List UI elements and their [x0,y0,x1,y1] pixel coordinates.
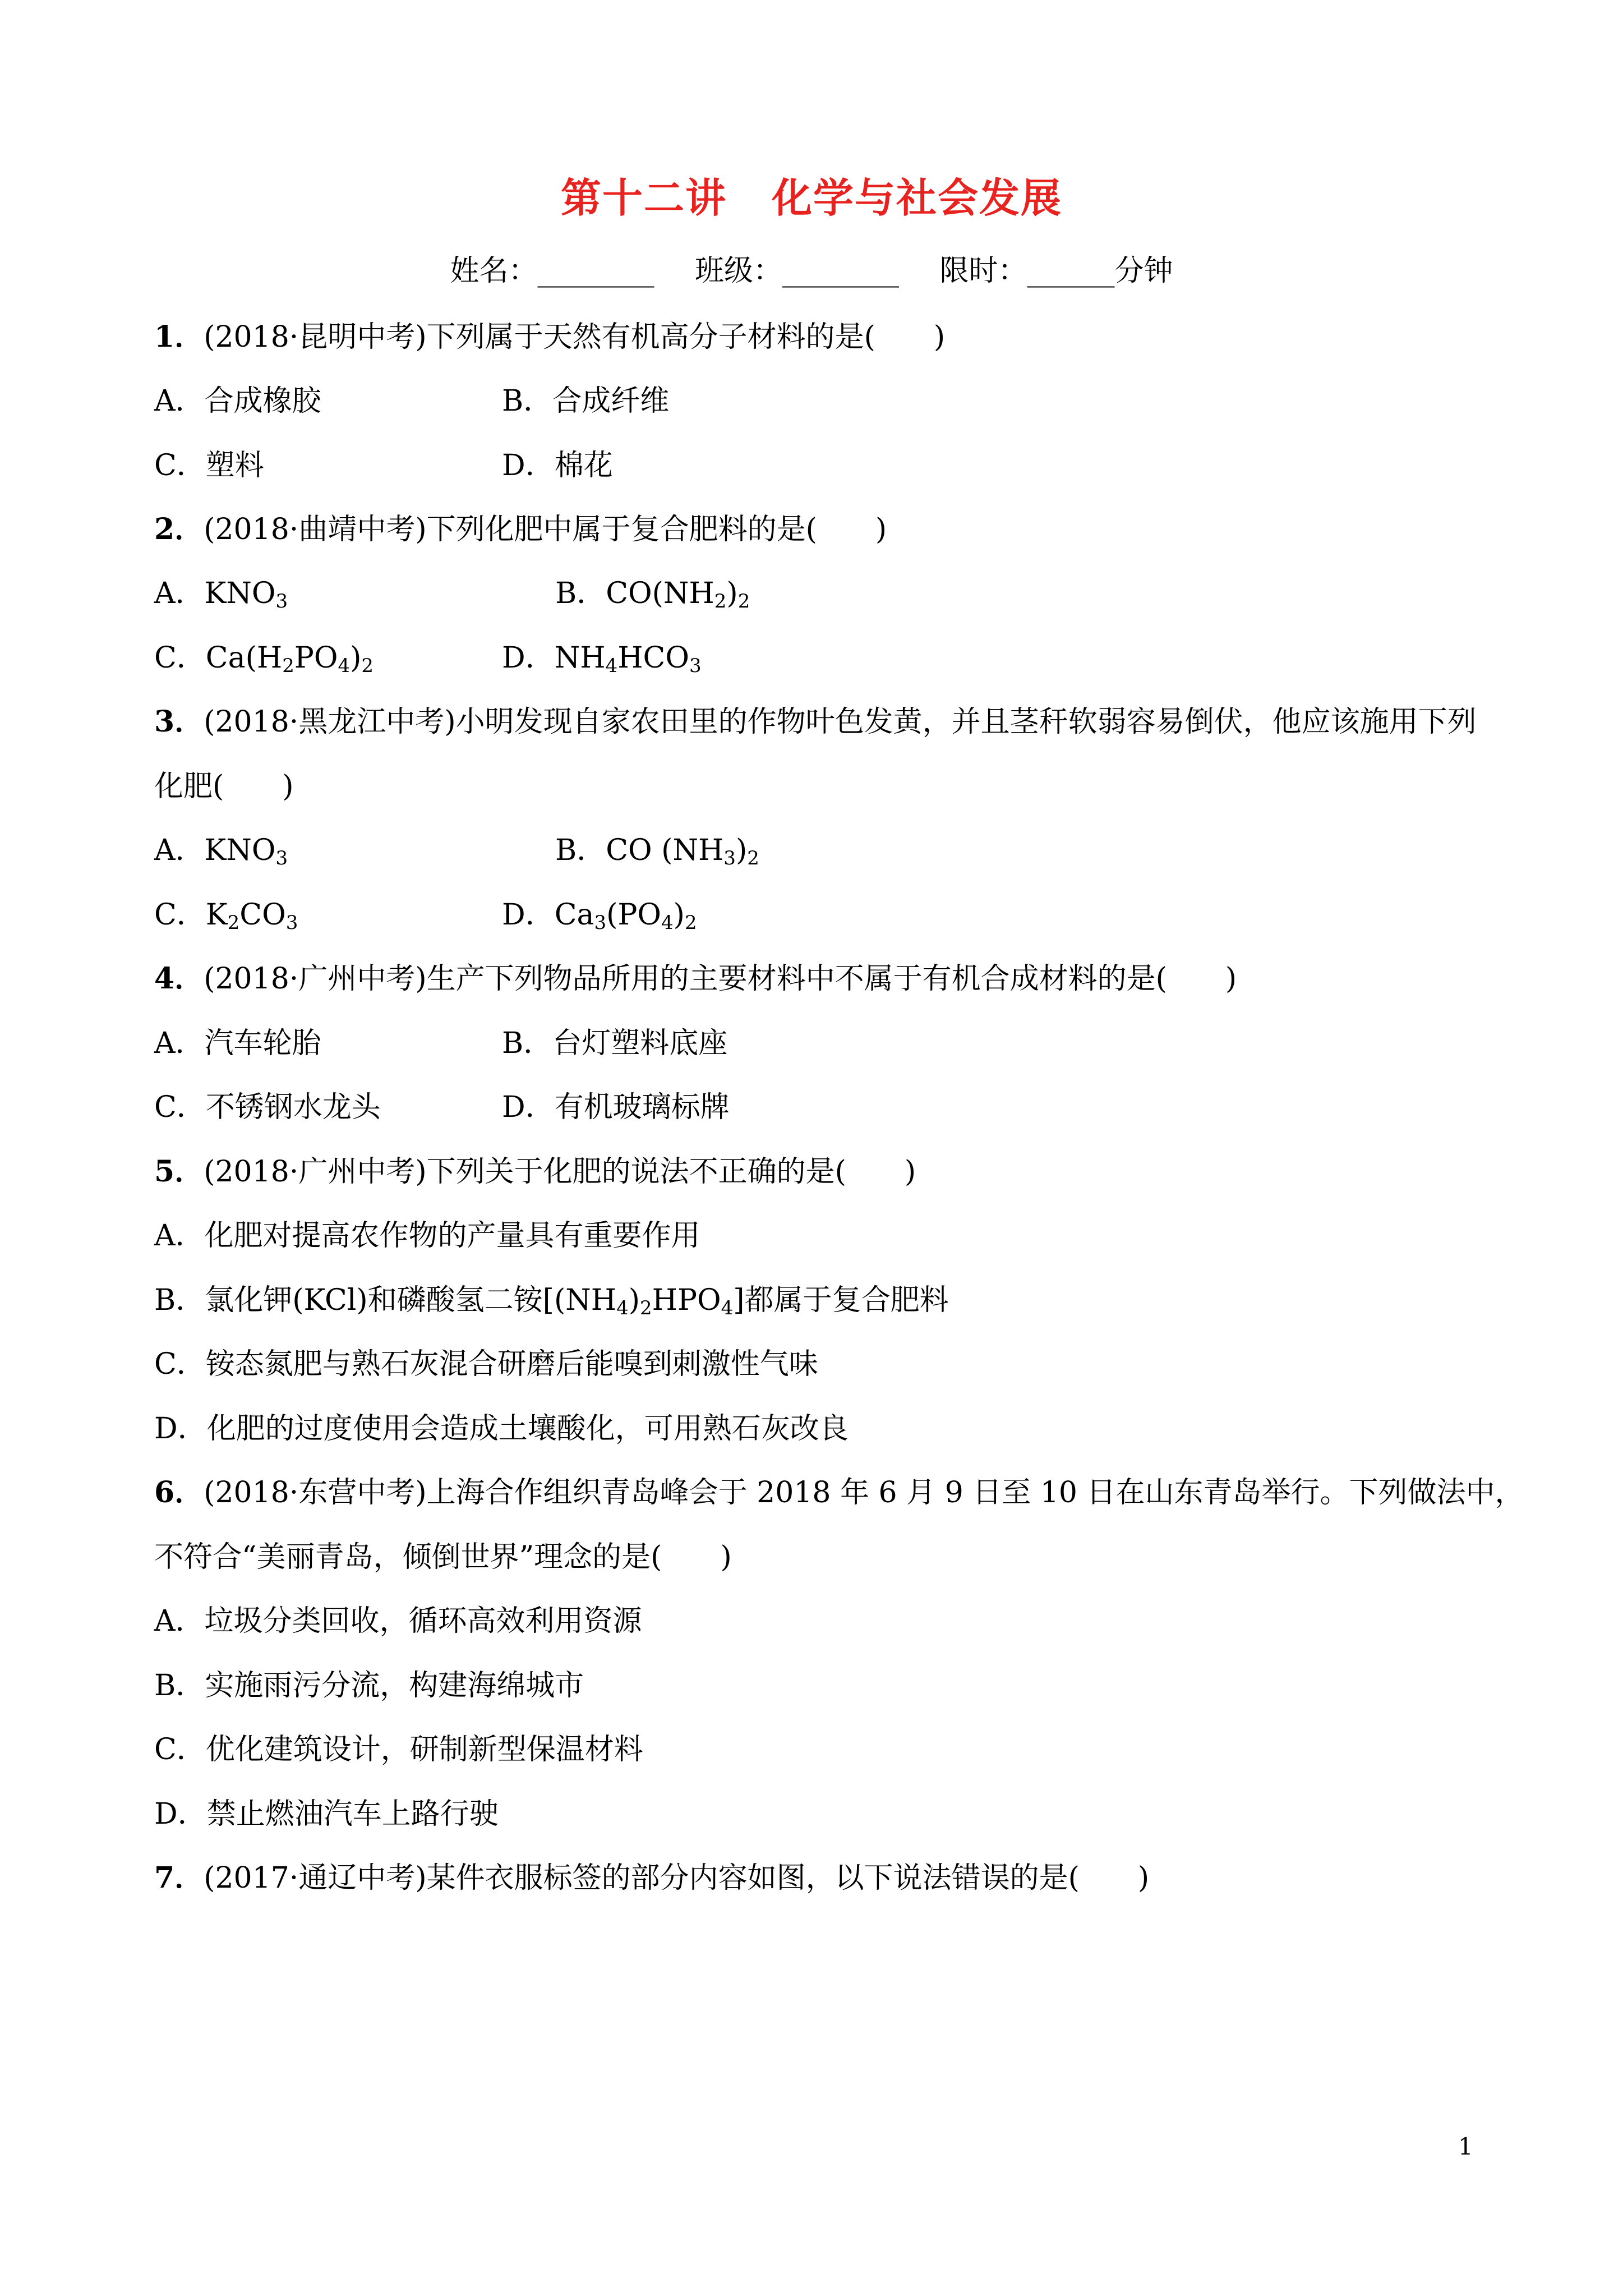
q1-options-row2 [154,446,613,485]
time-limit-field: 限时：______分钟 [939,254,1173,288]
page-title [0,173,1623,223]
question-text: (2017·通辽中考)某件衣服标签的部分内容如图，以下说法错误的是( ) [204,1861,1150,1895]
question-3-continued [154,767,294,806]
name-field: 姓名：________ [450,254,654,288]
option-a: A．$KNO_3$ [154,834,288,869]
option-a: A．$KNO_3$ [154,577,288,613]
option-a: A．汽车轮胎 [154,1027,321,1060]
student-info-line [0,251,1623,291]
title-topic: 化学与社会发展 [772,174,1063,222]
option-d: D．$Ca_3(PO_4)_2$ [502,898,697,934]
q1-options-row1 [154,381,670,421]
question-number: 7． [154,1861,204,1895]
option-b: B．台灯塑料底座 [502,1027,728,1060]
question-2 [154,510,887,549]
question-4 [154,959,1237,999]
q4-options-row1 [154,1024,728,1063]
option-c: C．$K_2CO_3$ [154,898,298,934]
option-c: C．不锈钢水龙头 [154,1091,381,1124]
question-number: 4． [154,961,204,996]
q4-options-row2 [154,1088,730,1127]
option-d: D．$NH_4HCO_3$ [502,641,702,677]
question-5 [154,1152,916,1191]
option-b: B．实施雨污分流，构建海绵城市 [154,1669,584,1703]
question-text: 化肥( ) [154,770,294,803]
option-d: D．化肥的过度使用会造成土壤酸化，可用熟石灰改良 [154,1412,849,1446]
q3-options-row1 [154,831,759,870]
page-number: 1 [1458,2133,1473,2160]
option-b: B．$CO(NH_2)_2$ [555,577,750,613]
question-7 [154,1858,1149,1898]
option-b: B．CO $(NH_3)_2$ [555,834,759,869]
option-d: D．有机玻璃标牌 [502,1091,730,1124]
option-a: A．合成橡胶 [154,384,321,418]
q2-options-row1 [154,574,750,613]
option-b: B．氯化钾(KCl)和磷酸氢二铵$[(NH_4)_2HPO_4]$都属于复合肥料 [154,1283,949,1319]
option-c: C．塑料 [154,449,264,482]
question-number: 5． [154,1154,204,1189]
question-text: (2018·昆明中考)下列属于天然有机高分子材料的是( ) [204,320,946,354]
option-a: A．垃圾分类回收，循环高效利用资源 [154,1604,642,1638]
question-text: 不符合“美丽青岛，倾倒世界”理念的是( ) [154,1540,732,1574]
option-c: C．$Ca(H_2PO_4)_2$ [154,641,374,677]
option-c: C．优化建筑设计，研制新型保温材料 [154,1733,643,1766]
question-number: 6． [154,1475,204,1510]
question-number: 1． [154,320,204,354]
question-text: (2018·东营中考)上海合作组织青岛峰会于 2018 年 6 月 9 日至 10 日在山东青岛举行。下列做法中， [204,1476,1524,1510]
question-3 [154,702,1477,742]
question-6 [154,1473,1524,1512]
class-field: 班级：________ [694,254,899,288]
title-lecture-number: 第十二讲 [560,174,727,222]
question-text: (2018·黑龙江中考)小明发现自家农田里的作物叶色发黄，并且茎秆软弱容易倒伏，他应该施用下列 [204,705,1477,739]
question-text: (2018·曲靖中考)下列化肥中属于复合肥料的是( ) [204,513,887,546]
question-text: (2018·广州中考)生产下列物品所用的主要材料中不属于有机合成材料的是( ) [204,962,1237,996]
question-number: 3． [154,705,204,739]
option-b: B．合成纤维 [502,384,670,418]
option-a: A．化肥对提高农作物的产量具有重要作用 [154,1219,700,1253]
question-1 [154,318,945,357]
option-d: D．棉花 [502,449,613,482]
q2-options-row2 [154,638,702,678]
question-text: (2018·广州中考)下列关于化肥的说法不正确的是( ) [204,1155,916,1189]
q3-options-row2 [154,895,697,935]
question-6-continued [154,1538,732,1577]
question-number: 2． [154,512,204,546]
option-c: C．铵态氮肥与熟石灰混合研磨后能嗅到刺激性气味 [154,1347,818,1381]
option-d: D．禁止燃油汽车上路行驶 [154,1797,499,1831]
